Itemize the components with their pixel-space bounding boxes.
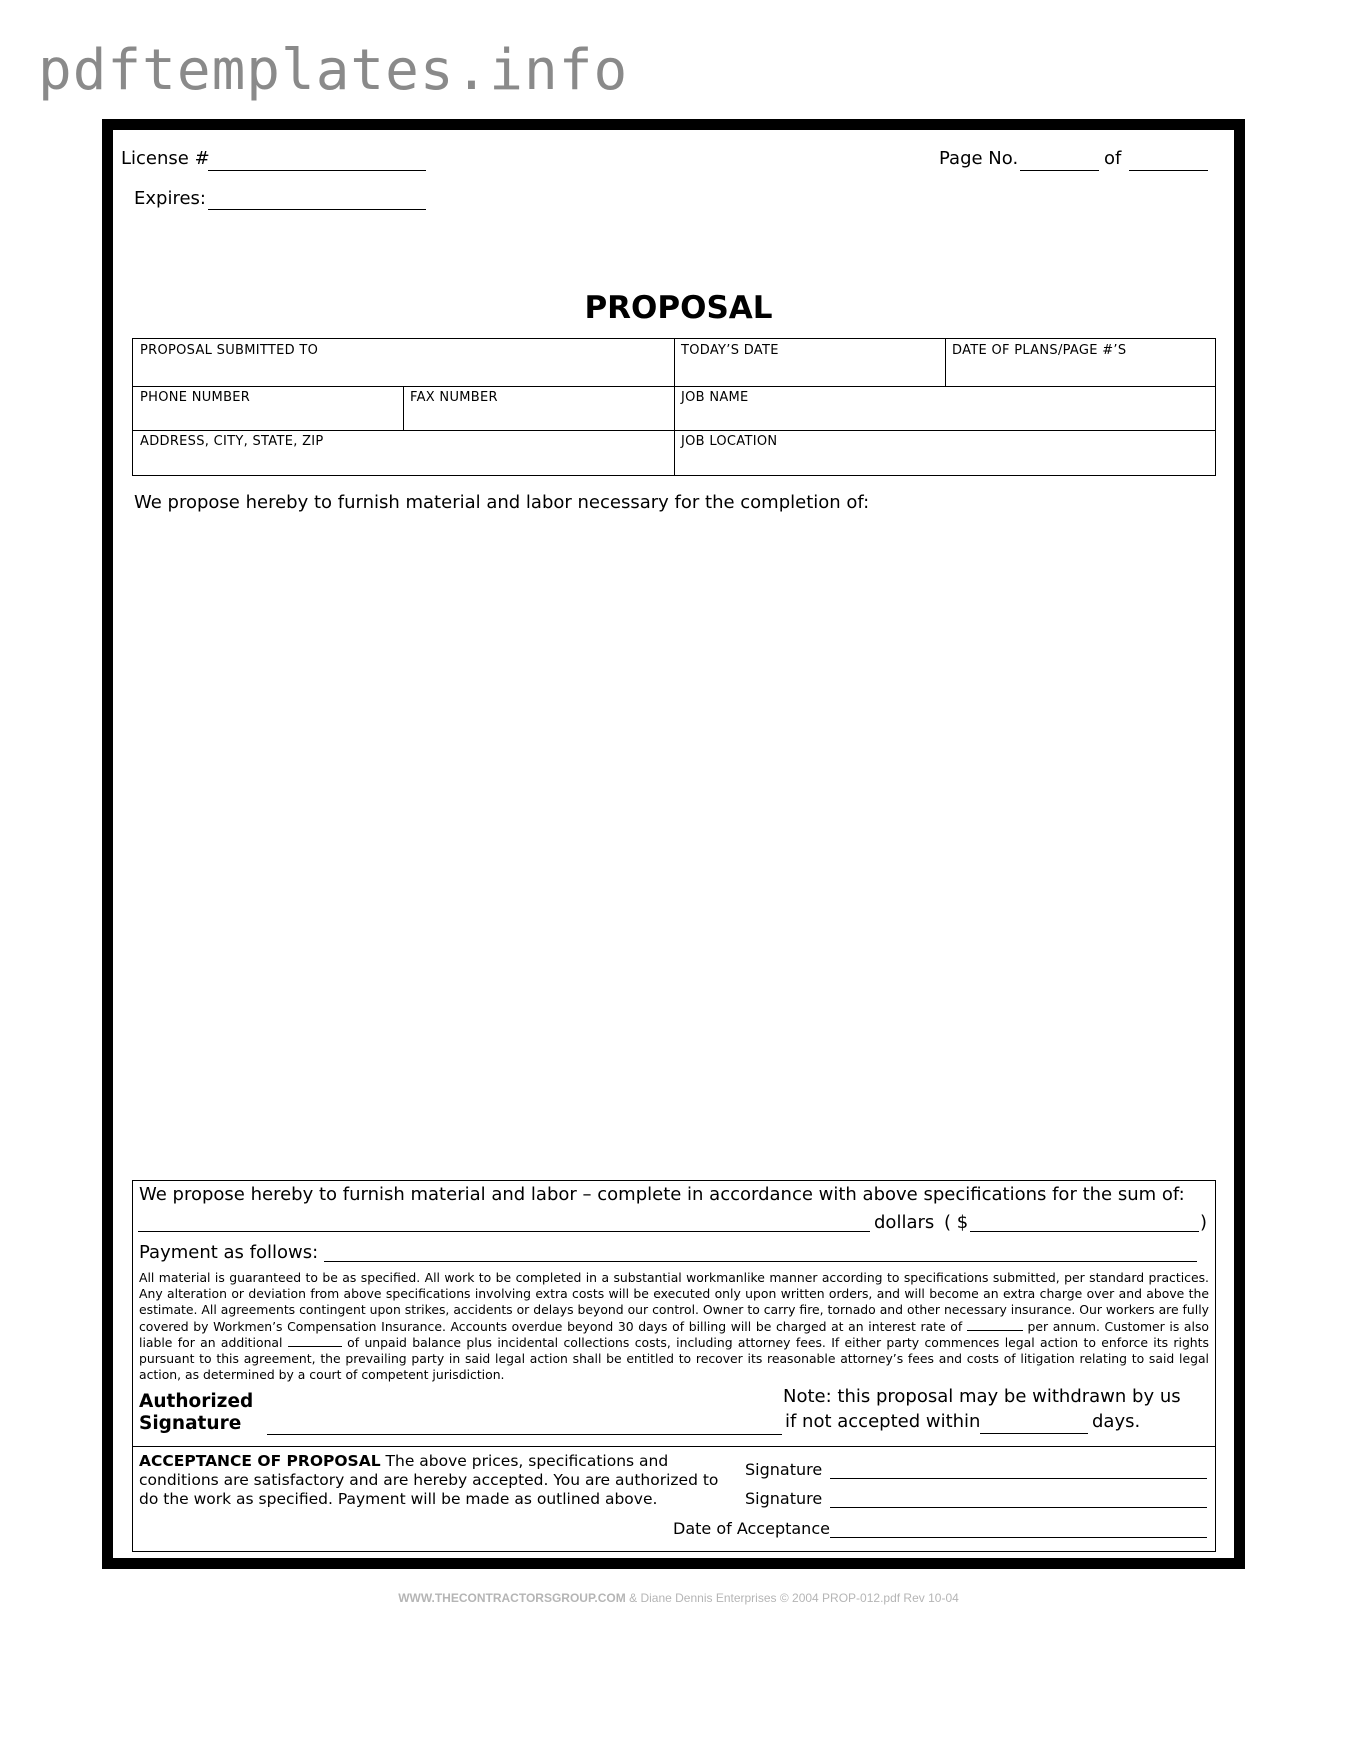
- dollar-close-label: ): [1200, 1212, 1208, 1233]
- payment-terms-field[interactable]: [324, 1261, 1197, 1262]
- expires-field[interactable]: [208, 209, 426, 210]
- job-name-label: JOB NAME: [681, 390, 749, 405]
- job-name-field[interactable]: [674, 386, 1215, 430]
- acceptance-body: The above prices, specifications and conditions are satisfactory and are hereby accepted. You are authorized to do the work as specified. Payment will be made as outlined above.: [139, 1452, 719, 1508]
- phone-number-label: PHONE NUMBER: [140, 390, 251, 405]
- address-field[interactable]: [133, 430, 674, 475]
- withdraw-note-line2: if not accepted within: [785, 1411, 981, 1432]
- authorized-label-2: Signature: [139, 1413, 242, 1434]
- phone-number-field[interactable]: [133, 386, 403, 430]
- collection-percent-field[interactable]: [288, 1346, 342, 1347]
- acceptance-signature-field-1[interactable]: [830, 1478, 1207, 1479]
- fine-print-part-3: of unpaid balance plus incidental collections costs, including attorney fees. If either party commences legal action to enforce its rights pursuant to this agreement, the prevailing party in said legal action shall be entitled to recover its reasonable attorney’s fees and costs of litigation relating to said legal action, as determined by a court of competent jurisdiction.: [139, 1334, 1209, 1383]
- fax-number-label: FAX NUMBER: [410, 390, 498, 405]
- sum-words-field[interactable]: [138, 1231, 870, 1232]
- payment-label: Payment as follows:: [139, 1242, 319, 1263]
- footer-site-link[interactable]: WWW.THECONTRACTORSGROUP.COM: [398, 1591, 626, 1605]
- page-no-label: Page No.: [939, 148, 1019, 169]
- days-label: days.: [1092, 1411, 1141, 1432]
- license-field[interactable]: [208, 170, 426, 171]
- watermark: pdftemplates.info: [38, 38, 629, 103]
- footer: [0, 1591, 1357, 1605]
- date-of-plans-label: DATE OF PLANS/PAGE #’S: [952, 343, 1127, 358]
- address-label: ADDRESS, CITY, STATE, ZIP: [140, 434, 324, 449]
- date-of-acceptance-field[interactable]: [830, 1537, 1207, 1538]
- scope-of-work-area[interactable]: [132, 520, 1216, 1160]
- fine-print-part-1: All material is guaranteed to be as specified. All work to be completed in a substantial workmanlike manner according to specifications submitted, per standard practices. Any alteration or deviation from above specifications involving extra costs will be executed only upon written orders, and will become an extra charge over and above the estimate. All agreements contingent upon strikes, accidents or delays beyond our control. Owner to carry fire, tornado and other necessary insurance. Our workers are fully covered by Workmen’s Compensation Insurance. Accounts overdue beyond 30 days of billing will be charged at an interest rate of: [139, 1270, 1209, 1334]
- of-label: of: [1104, 148, 1122, 169]
- page-total-field[interactable]: [1129, 170, 1208, 171]
- expires-label: Expires:: [134, 188, 206, 209]
- scope-intro-text: We propose hereby to furnish material and labor necessary for the completion of:: [134, 492, 870, 513]
- acceptance-signature-field-2[interactable]: [830, 1507, 1207, 1508]
- date-of-plans-field[interactable]: [945, 339, 1215, 386]
- license-label: License #: [121, 148, 210, 169]
- acceptance-text: [139, 1452, 719, 1509]
- signature-label-1: Signature: [745, 1460, 823, 1479]
- signature-label-2: Signature: [745, 1489, 823, 1508]
- proposal-info-grid: [132, 338, 1216, 476]
- terms-fine-print: [139, 1270, 1209, 1383]
- date-of-acceptance-label: Date of Acceptance: [673, 1519, 830, 1538]
- acceptance-days-field[interactable]: [980, 1433, 1088, 1434]
- page-title: PROPOSAL: [584, 290, 773, 326]
- fine-print-part-2: per annum. Customer is also liable for an additional: [139, 1318, 1210, 1350]
- fax-number-field[interactable]: [403, 386, 674, 430]
- authorized-label-1: Authorized: [139, 1391, 254, 1412]
- todays-date-label: TODAY’S DATE: [681, 343, 779, 358]
- job-location-field[interactable]: [674, 430, 1215, 475]
- page-no-field[interactable]: [1020, 170, 1099, 171]
- authorized-signature-field[interactable]: [267, 1434, 782, 1435]
- withdraw-note-line1: Note: this proposal may be withdrawn by us: [783, 1386, 1181, 1407]
- interest-rate-field[interactable]: [967, 1330, 1023, 1331]
- sum-text: We propose hereby to furnish material and labor – complete in accordance with above specifications for the sum of:: [139, 1184, 1185, 1205]
- terms-divider: [133, 1446, 1215, 1447]
- job-location-label: JOB LOCATION: [681, 434, 778, 449]
- footer-copyright: & Diane Dennis Enterprises © 2004 PROP-012.pdf Rev 10-04: [629, 1591, 959, 1605]
- dollars-label: dollars: [874, 1212, 935, 1233]
- proposal-submitted-to-label: PROPOSAL SUBMITTED TO: [140, 343, 319, 358]
- acceptance-heading: ACCEPTANCE OF PROPOSAL: [139, 1452, 381, 1470]
- proposal-submitted-to-field[interactable]: [133, 339, 674, 386]
- todays-date-field[interactable]: [674, 339, 945, 386]
- dollar-open-label: ( $: [944, 1212, 969, 1233]
- sum-amount-field[interactable]: [970, 1231, 1199, 1232]
